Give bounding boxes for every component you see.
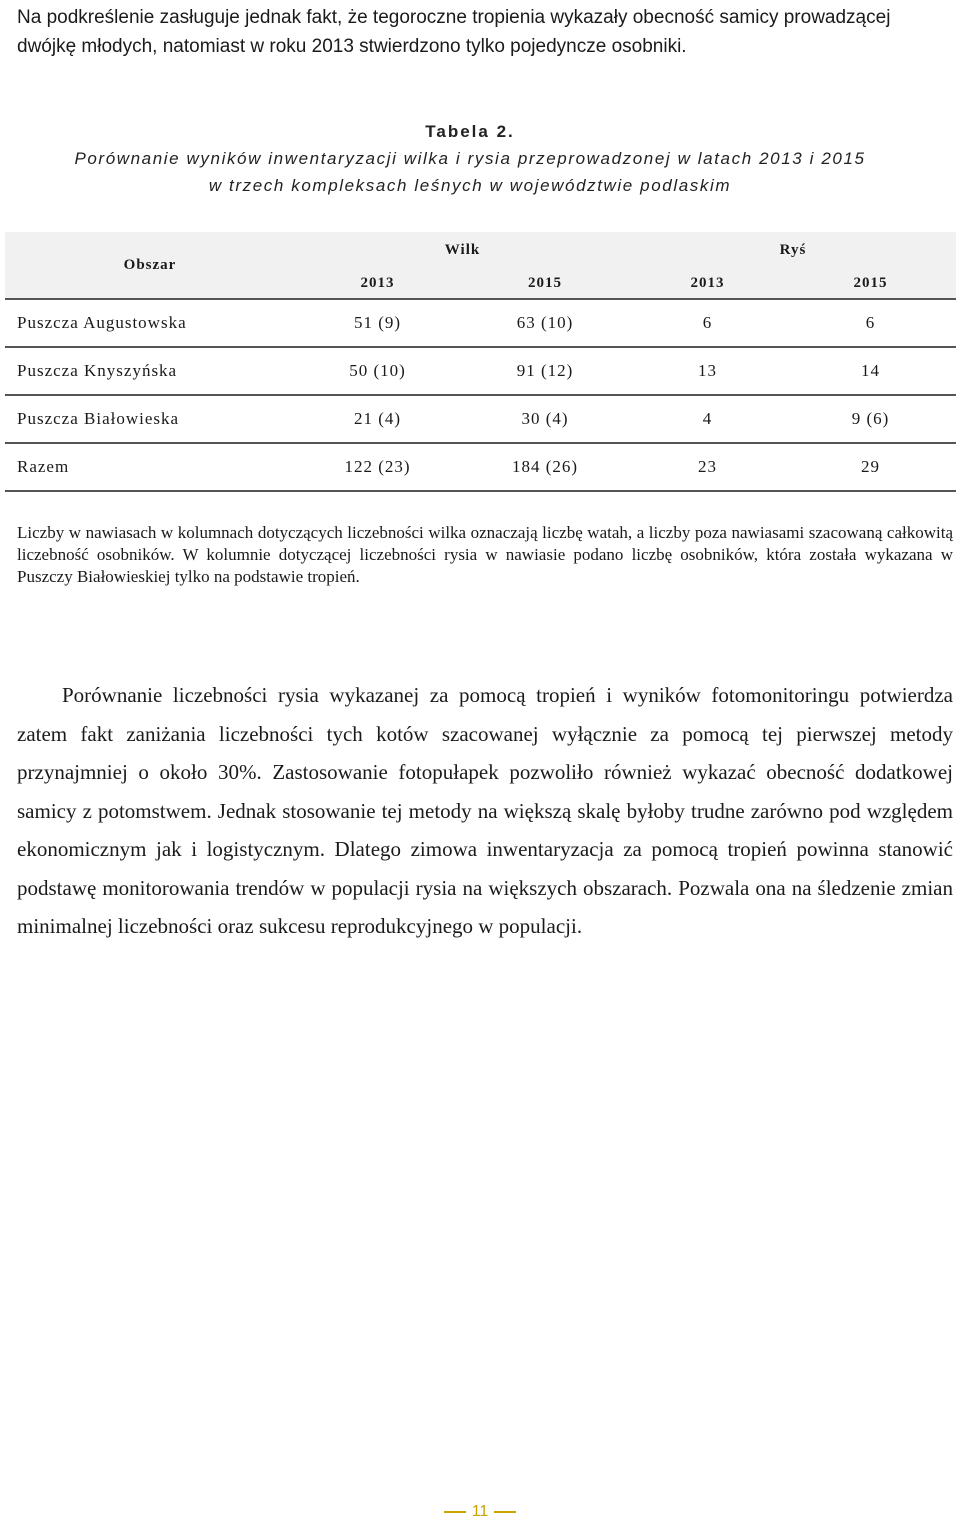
cell-value: 23 (630, 443, 785, 491)
footer-dash-right (494, 1511, 516, 1513)
header-area: Obszar (5, 232, 295, 299)
cell-value: 50 (10) (295, 347, 460, 395)
header-year: 2015 (460, 268, 630, 299)
cell-value: 29 (785, 443, 956, 491)
header-group-lynx: Ryś (630, 232, 956, 268)
table-caption-title-line1: Porównanie wyników inwentaryzacji wilka i rysia przeprowadzonej w latach 2013 i 2015 (74, 149, 866, 168)
table-caption-label: Tabela 2. (425, 122, 515, 141)
cell-value: 63 (10) (460, 299, 630, 347)
header-year: 2015 (785, 268, 956, 299)
cell-value: 91 (12) (460, 347, 630, 395)
intro-paragraph: Na podkreślenie zasługuje jednak fakt, że tegoroczne tropienia wykazały obecność samicy prowadzącej dwójkę młodych, natomiast w roku 2013 stwierdzono tylko pojedyncze osobniki. (17, 7, 891, 57)
cell-value: 9 (6) (785, 395, 956, 443)
page-footer (0, 1503, 960, 1521)
table-note: Liczby w nawiasach w kolumnach dotyczących liczebności wilka oznaczają liczbę watah, a liczby poza nawiasami szacowaną całkowitą liczebność osobników. W kolumnie dotyczącej liczebności rysia w nawiasie podano liczbę osobników, która została wykazana w Puszczy Białowieskiej tylko na podstawie tropień. (17, 523, 953, 586)
cell-value: 30 (4) (460, 395, 630, 443)
cell-value: 6 (785, 299, 956, 347)
table-caption (0, 118, 940, 199)
cell-value: 13 (630, 347, 785, 395)
header-group-wolf: Wilk (295, 232, 630, 268)
cell-area: Puszcza Knyszyńska (5, 347, 295, 395)
table-row-total (5, 443, 956, 491)
cell-value: 21 (4) (295, 395, 460, 443)
header-year: 2013 (295, 268, 460, 299)
cell-area: Puszcza Augustowska (5, 299, 295, 347)
cell-value: 14 (785, 347, 956, 395)
data-table (5, 232, 956, 492)
cell-value: 51 (9) (295, 299, 460, 347)
table-caption-title-line2: w trzech kompleksach leśnych w województwie podlaskim (208, 176, 732, 195)
cell-value: 6 (630, 299, 785, 347)
cell-value: 184 (26) (460, 443, 630, 491)
table-header-row-groups (5, 232, 956, 268)
table-row (5, 347, 956, 395)
header-year: 2013 (630, 268, 785, 299)
cell-area: Puszcza Białowieska (5, 395, 295, 443)
main-paragraph: Porównanie liczebności rysia wykazanej za pomocą tropień i wyników fotomonitoringu potwierdza zatem fakt zaniżania liczebności tych kotów szacowanej wyłącznie za pomocą tej pierwszej metody przynajmniej o około 30%. Zastosowanie fotopułapek pozwoliło również wykazać obecność dodatkowej samicy z potomstwem. Jednak stosowanie tej metody na większą skalę byłoby trudne zarówno pod względem ekonomicznym jak i logistycznym. Dlatego zimowa inwentaryzacja za pomocą tropień powinna stanowić podstawę monitorowania trendów w populacji rysia na większych obszarach. Pozwala ona na śledzenie zmian minimalnej liczebności oraz sukcesu reprodukcyjnego w populacji. (17, 683, 953, 938)
cell-value: 4 (630, 395, 785, 443)
footer-dash-left (444, 1511, 466, 1513)
table-row (5, 395, 956, 443)
page-number: 11 (471, 1503, 489, 1520)
table-row (5, 299, 956, 347)
cell-area: Razem (5, 443, 295, 491)
cell-value: 122 (23) (295, 443, 460, 491)
